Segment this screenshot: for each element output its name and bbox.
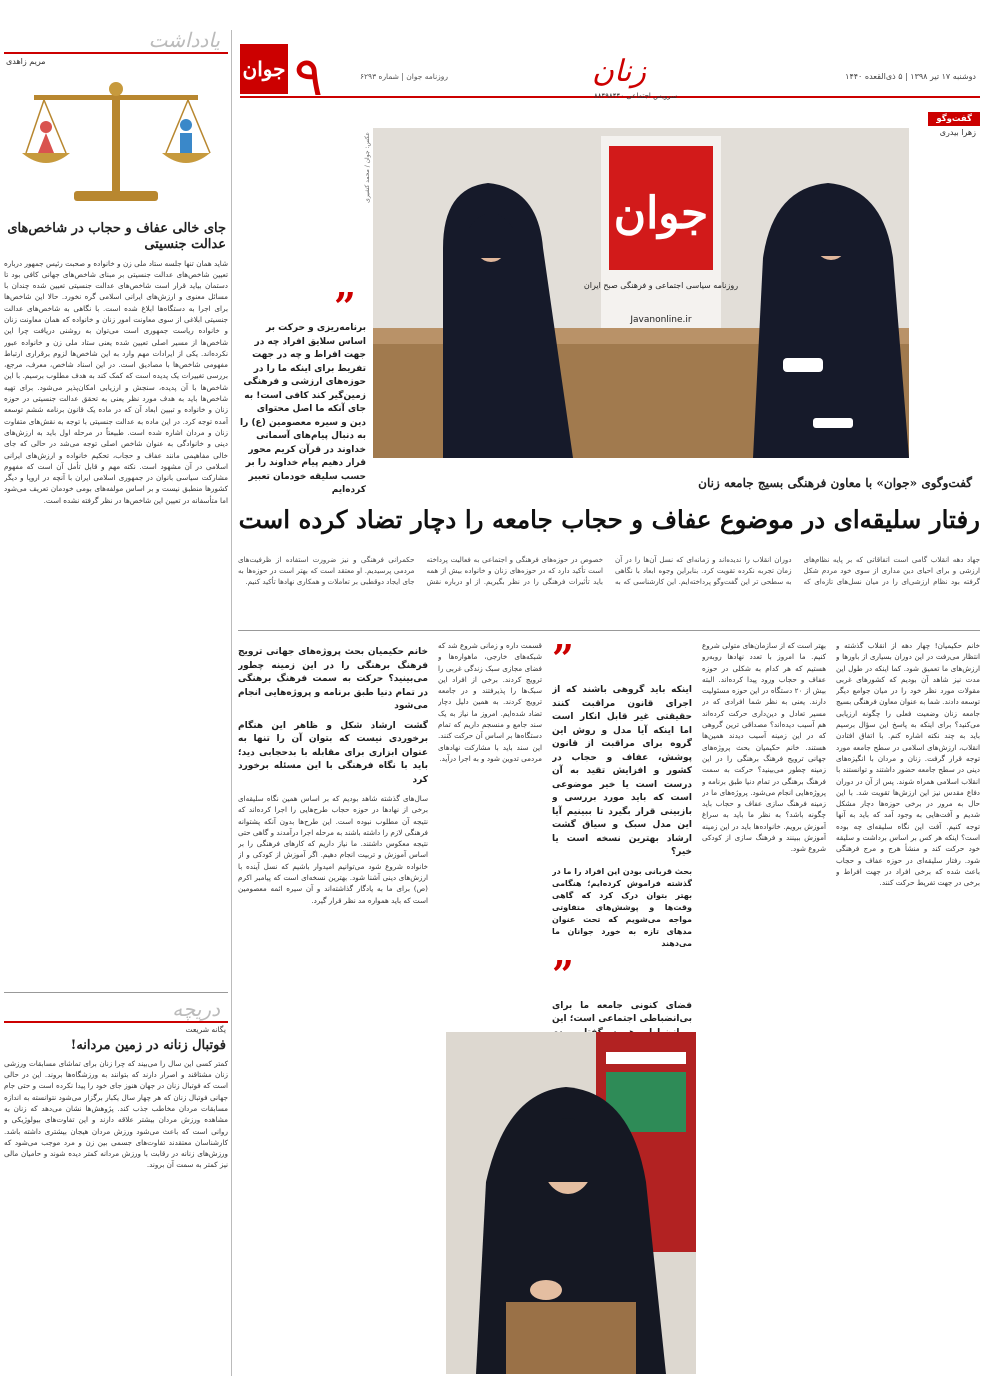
pull-quote-1: اینکه باید گروهی باشند که از اجرای قانون مراقبت کنند حقیقتی غیر قابل انکار است اما اینکه آیا مدل و روش این گروه برای مراقبت از قانون پوشش، عفاف و حجاب در کشور و افزایش تقید به آن درست است یا خیر موضوعی است که باید مورد بررسی و بازبینی قرار بگیرد تا ببینیم آیا این مدل سبک و سیاق گشت ارشاد بهترین نسخه است یا خیر؟ xyxy=(552,685,692,857)
article-kicker: گفت‌وگوی «جوان» با معاون فرهنگی بسیج جامعه زنان xyxy=(698,476,972,490)
photo-credit: عکس: جوان / محمد کشیری xyxy=(364,132,371,203)
column-5-text: سال‌های گذشته شاهد بودیم که بر اساس همین نگاه سلیقه‌ای برخی از نهادها در حوزه حجاب طرح‌هایی را اجرا کرده‌اند که نتیجه آن مطلوب نبوده است. این طرح‌ها بدون آنکه پشتوانه فرهنگی لازم را داشته باشند به مرحله اجرا درآمدند و گاهی حتی نتیجه معکوس داشتند. ما نیاز داریم که کارهای فرهنگی را بر اساس آموزش و تربیت انجام دهیم. اگر آموزش از کودکی و از خانواده شروع شود می‌توانیم امیدوار باشیم که نسل آینده با ارزش‌های دینی آشنا شود. بهترین نسخه‌ای است که پیامبر اکرم (ص) برای ما به یادگار گذاشته‌اند و آن سیره ائمه معصومین است که باید همواره مد نظر قرار گیرد. xyxy=(238,794,428,905)
portrait-photo xyxy=(446,1032,696,1374)
article-column-1 xyxy=(836,640,980,1376)
section-header xyxy=(4,30,228,54)
article-column-2 xyxy=(702,640,826,1376)
column-1-text: خانم حکیمیان! چهار دهه از انقلاب گذشته و انتظار می‌رفت در این دوران بسیاری از باورها و ارزش‌های ما تعمیق شود. کما اینکه در طول این مدت نیز شاهد آن بودیم که کشورهای غربی مقولات مورد نظر خود را در میان جوامع دیگر توسعه دادند. شما به عنوان معاون فرهنگی بسیج جامعه زنان وضعیت فعلی را چگونه ارزیابی می‌کنید؟ برای اینکه به پاسخ این سؤال برسیم باید به چند نکته اشاره کنم. با اتفاق افتادن انقلاب، ارزش‌های اسلامی در سطح جامعه مورد توجه قرار گرفت. زنان و مردان با انگیزه‌های دینی در سطح جامعه حضور داشتند و توانستند با انقلاب اسلامی همراه شوند. پس از آن در دوران دفاع مقدس نیز این ارزش‌ها تقویت شد. با این حال به مرور در برخی حوزه‌ها دچار مشکل شدیم و آفت‌هایی به وجود آمد که باید به آنها توجه کنیم. آفت این نگاه سلیقه‌ای چه بوده است؟ اینکه هر کس بر اساس برداشت و سلیقه خود حرکت کند و منشأ هرج و مرج فرهنگی شود. رفتار سلیقه‌ای در حوزه عفاف و حجاب باعث شده که برخی افراد در جهت افراط و برخی در جهت تفریط حرکت کنند. xyxy=(836,641,980,888)
pull-quote: برنامه‌ریزی و حرکت بر اساس سلایق افراد چه در جهت افراط و چه در جهت تفریط برای اینکه ما را در حوزه‌های ارزشی و فرهنگی زمین‌گیر کند کافی است! به جای آنکه ما اصل محتوای دین و سیره معصومین (ع) را به دنبال پیام‌های آسمانی خداوند در قرآن کریم محور قرار دهیم پیام خداوند را بر حسب سلیقه خودمان تعبیر کرده‌ایم xyxy=(240,323,366,495)
sub-headline: فوتبال زنانه در زمین مردانه! xyxy=(70,1037,226,1053)
sign-url: Javanonline.ir xyxy=(630,315,692,325)
article-lead: جهاد دهه انقلاب گامی است اتفاقاتی که بر پایه نظام‌های ارزشی و برای احیای دین مداری از سوی خود مردم شکل گرفته بود نظام ارزشی‌ای را در میان نسل‌های تازه‌ای که دوران انقلاب را ندیده‌اند و زمانه‌ای که نسل آن‌ها را در آن زمان تجربه نکرده تقویت کرد. بنابراین وجوه ابعاد با نگاهی به سطحی تر این گفت‌وگو پرداخته‌ایم. این کارشناسی که به خصوص در حوزه‌های فرهنگی و اجتماعی به فعالیت پرداخته است تأکید دارد که در حوزه‌های زنان و خانواده بیش از همه باید تأثیرات فرهنگی را در نظر بگیریم. از او درباره نقش حکمرانی فرهنگی و نیز ضرورت استفاده از ظرفیت‌های مردمی پرسیدیم. او معتقد است که بهتر است در حوزه‌ها به جای ایجاد دوقطبی بر تعاملات و همکاری نهادها تأکید کنیم. xyxy=(238,555,980,631)
justice-scale-illustration xyxy=(4,73,228,213)
sub-section-header xyxy=(4,996,228,1023)
sign-logo-text: جوان xyxy=(613,188,709,239)
scale-icon xyxy=(4,73,228,213)
left-column xyxy=(4,30,228,1376)
portrait-image xyxy=(446,1032,696,1374)
column-4-text: قسمت داره و زمانی شروع شد که شبکه‌های خارجی، ماهواره‌ها و فضای مجازی سبک زندگی غربی را ترویج کردند. برخی از افراد این سبک‌ها را پذیرفتند و در جامعه ترویج کردند. به همین دلیل دچار تضاد شده‌ایم. امروز ما نیاز به یک سند جامع و منسجم داریم که تمام دستگاه‌ها بر اساس آن حرکت کنند. این سند باید با مشارکت نهادهای مردمی تدوین شود و به اجرا درآید. xyxy=(438,641,542,763)
publication-info: روزنامه جوان | شماره ۶۲۹۳ xyxy=(360,72,449,81)
article-tag: گفت‌وگو xyxy=(928,112,980,126)
sub-section-title: دریچه xyxy=(172,996,220,1021)
pull-quote-4: خانم حکیمیان بحث پروژه‌های جهانی ترویج فرهنگ برهنگی را در این زمینه چطور می‌بینید؟ حرکت به سمت فرهنگ برهنگی در تمام دنیا طبق برنامه و پروژه‌هایی انجام می‌شود xyxy=(238,647,428,711)
byline: مریم زاهدی xyxy=(6,57,46,66)
interview-photo xyxy=(373,128,909,458)
pull-quote-3: فضای کنونی جامعه ما برای بی‌انضباطی اجتماعی است؛ این xyxy=(552,1000,692,1024)
sub-body: کمتر کسی این سال را می‌بیند که چرا زنان برای تماشای مسابقات ورزشی زنان مشتاقند و اصرار دارند که بتوانند به ورزشگاه‌ها بروند. این در حالی است که فوتبال زنان در جهان هنوز جای خود را پیدا نکرده است و حتی جام جهانی فوتبال زنان که هر چهار سال یکبار برگزار می‌شود نتوانسته به اندازه مسابقات مردان مخاطب جذب کند. پژوهش‌ها نشان می‌دهد که زنان به مشاهده ورزش مردان بیشتر علاقه دارند و این تفاوت‌های بیولوژیکی و روانی است که باعث می‌شود ورزش مردان هیجان بیشتری داشته باشد. کارشناسان معتقدند تفاوت‌های جسمی بین زن و مرد موجب می‌شود که ورزش‌های زنانه در رقابت با ورزش مردانه کمتر دیده شوند و حامیان مالی نیز کمتر به سمت آن بروند. xyxy=(4,1058,228,1170)
article-column-5 xyxy=(238,640,428,1370)
quote-mark-icon: ” xyxy=(552,640,574,681)
section-logo: زنان xyxy=(592,54,647,89)
divider xyxy=(4,992,228,993)
quote-mark-icon: ” xyxy=(552,951,574,997)
sign-caption: روزنامه سیاسی اجتماعی و فرهنگی صبح ایران xyxy=(583,281,739,290)
article-author: زهرا بیدری xyxy=(939,128,976,137)
column-body: شاید همان تنها جلسه ستاد ملی زن و خانواده و صحبت رئیس جمهور درباره تعیین شاخص‌های عدالت جنسیتی بر مبنای شاخص‌های جهانی کافی بود تا دستمان بیاید قرار است شاخص‌های عدالت جنسیتی تعیین شده چندان با مسائل معنوی و ارزش‌های ایرانی اسلامی گره نخورد. حالا این شاخص‌ها برای اجرا به دستگاه‌ها ابلاغ شده است. با نگاهی به شاخص‌های عدالت جنسیتی ابلاغی از سوی معاونت امور زنان و خانواده که همان معاونت زنان و خانواده ریاست جمهوری است می‌توان به روشنی دریافت چرا این شاخص‌ها از مسیر اصلی تعیین شده یعنی ستاد ملی زن و خانواده عبور نکرده‌اند. یکی از ایرادات مهم وارد به این شاخص‌ها لزوم برقراری ارتباط مفهومی شاخص‌ها با مصادیق است. در این اسناد شاخص، معرف، مرجع، بررسی تغییرات یک پدیده است که کمک کند به هدف مطلوب برسیم. با این شاخص‌ها با آن پدیده، سنجش و ارزیابی امکان‌پذیر می‌شود. برای تهیه شاخص‌ها باید به هدف مورد نظر یعنی به تحقق عدالت جنسیتی در حوزه زنان و خانواده و تبیین ابعاد آن که در ماده یک قانون برنامه ششم توسعه آمده توجه کرد. در این ماده به عدالت جنسیتی با توجه به نقش‌های متفاوت زنان و مردان اشاره شده است. طبیعتاً در مرحله اول باید به ارزش‌های دینی و خانوادگی به عنوان شاخص اصلی توجه می‌شد در حالی که جای خالی مفاهیمی مانند عفاف و حجاب، تحکیم خانواده و ارزش‌های ایرانی اسلامی در آن مشهود است. نکته مهم و قابل تأمل آن است که مفهوم مشارکت سیاسی بانوان در جمهوری اسلامی ایران با آنچه در اروپا و دیگر کشورها منطبق نیست و بر اساس مولفه‌های بومی خودمان تعریف می‌شود اما متأسفانه در تعیین این شاخص‌ها در نظر گرفته نشده است. xyxy=(4,258,228,505)
section-title: یادداشت xyxy=(148,28,220,52)
quote-mark-icon: ” xyxy=(334,284,356,329)
interview-scene-image xyxy=(373,128,909,458)
page-number: ۹ xyxy=(294,45,324,108)
column-headline: جای خالی عفاف و حجاب در شاخص‌های عدالت جنسیتی xyxy=(7,221,226,253)
sub-kicker: یگانه شریعت xyxy=(185,1024,226,1034)
pull-quote-2: بحث قربانی بودن این افراد را ما در گذشته فراموش کرده‌ایم؛ هنگامی بهتر بتوان درک کرد که گاهی وقت‌ها و پوشش‌های متفاوتی مواجه می‌شویم که تحت عنوان مدهای تازه به خورد جوانان ما می‌دهند xyxy=(552,866,692,948)
article-headline: رفتار سلیقه‌ای در موضوع عفاف و حجاب جامعه را دچار تضاد کرده است xyxy=(238,505,980,534)
brand-logo: جوان xyxy=(240,44,288,94)
masthead xyxy=(240,30,980,108)
column-2-text: بهتر است که از سازمان‌های متولی شروع کنیم. ما امروز با تعدد نهادها روبه‌رو هستیم که هر کدام به شکلی در حوزه عفاف و حجاب ورود پیدا کرده‌اند. البته بیش از ۲۰ دستگاه در این حوزه مسئولیت دارند. یعنی به نظر شما افرادی که در مسیر تعادل و دین‌داری حرکت کرده‌اند هم آسیب دیده‌اند؟ مصداقی ترین گروهی که در این زمینه آسیب دیدند همین‌ها هستند. خانم حکیمیان بحث پروژه‌های جهانی ترویج فرهنگ برهنگی را در این زمینه چطور می‌بینید؟ حرکت به سمت فرهنگ برهنگی در تمام دنیا طبق برنامه و پروژه‌هایی انجام می‌شود. پروژه‌های ما در زمینه فرهنگ سازی عفاف و حجاب باید چگونه باشد؟ به نظر ما باید به سراغ آموزش برویم. خانواده‌ها باید در این زمینه آموزش ببینند و فرهنگ سازی از کودکی شروع شود. xyxy=(702,641,826,854)
column-divider xyxy=(231,30,232,1376)
pull-quote-5: گشت ارشاد شکل و ظاهر این هنگام برخوردی نیست که بتوان آن را تنها به عنوان ابزاری برای مقابله با بدحجابی دید؛ باید با نگاه فرهنگی با این مسئله برخورد کرد xyxy=(238,720,428,785)
section-subtitle: سرویس اجتماعی ۸۸۴۹۸۴۴۰ xyxy=(594,92,678,100)
date-line: دوشنبه ۱۷ تیر ۱۳۹۸ | ۵ ذی‌القعده ۱۴۴۰ xyxy=(845,72,976,81)
